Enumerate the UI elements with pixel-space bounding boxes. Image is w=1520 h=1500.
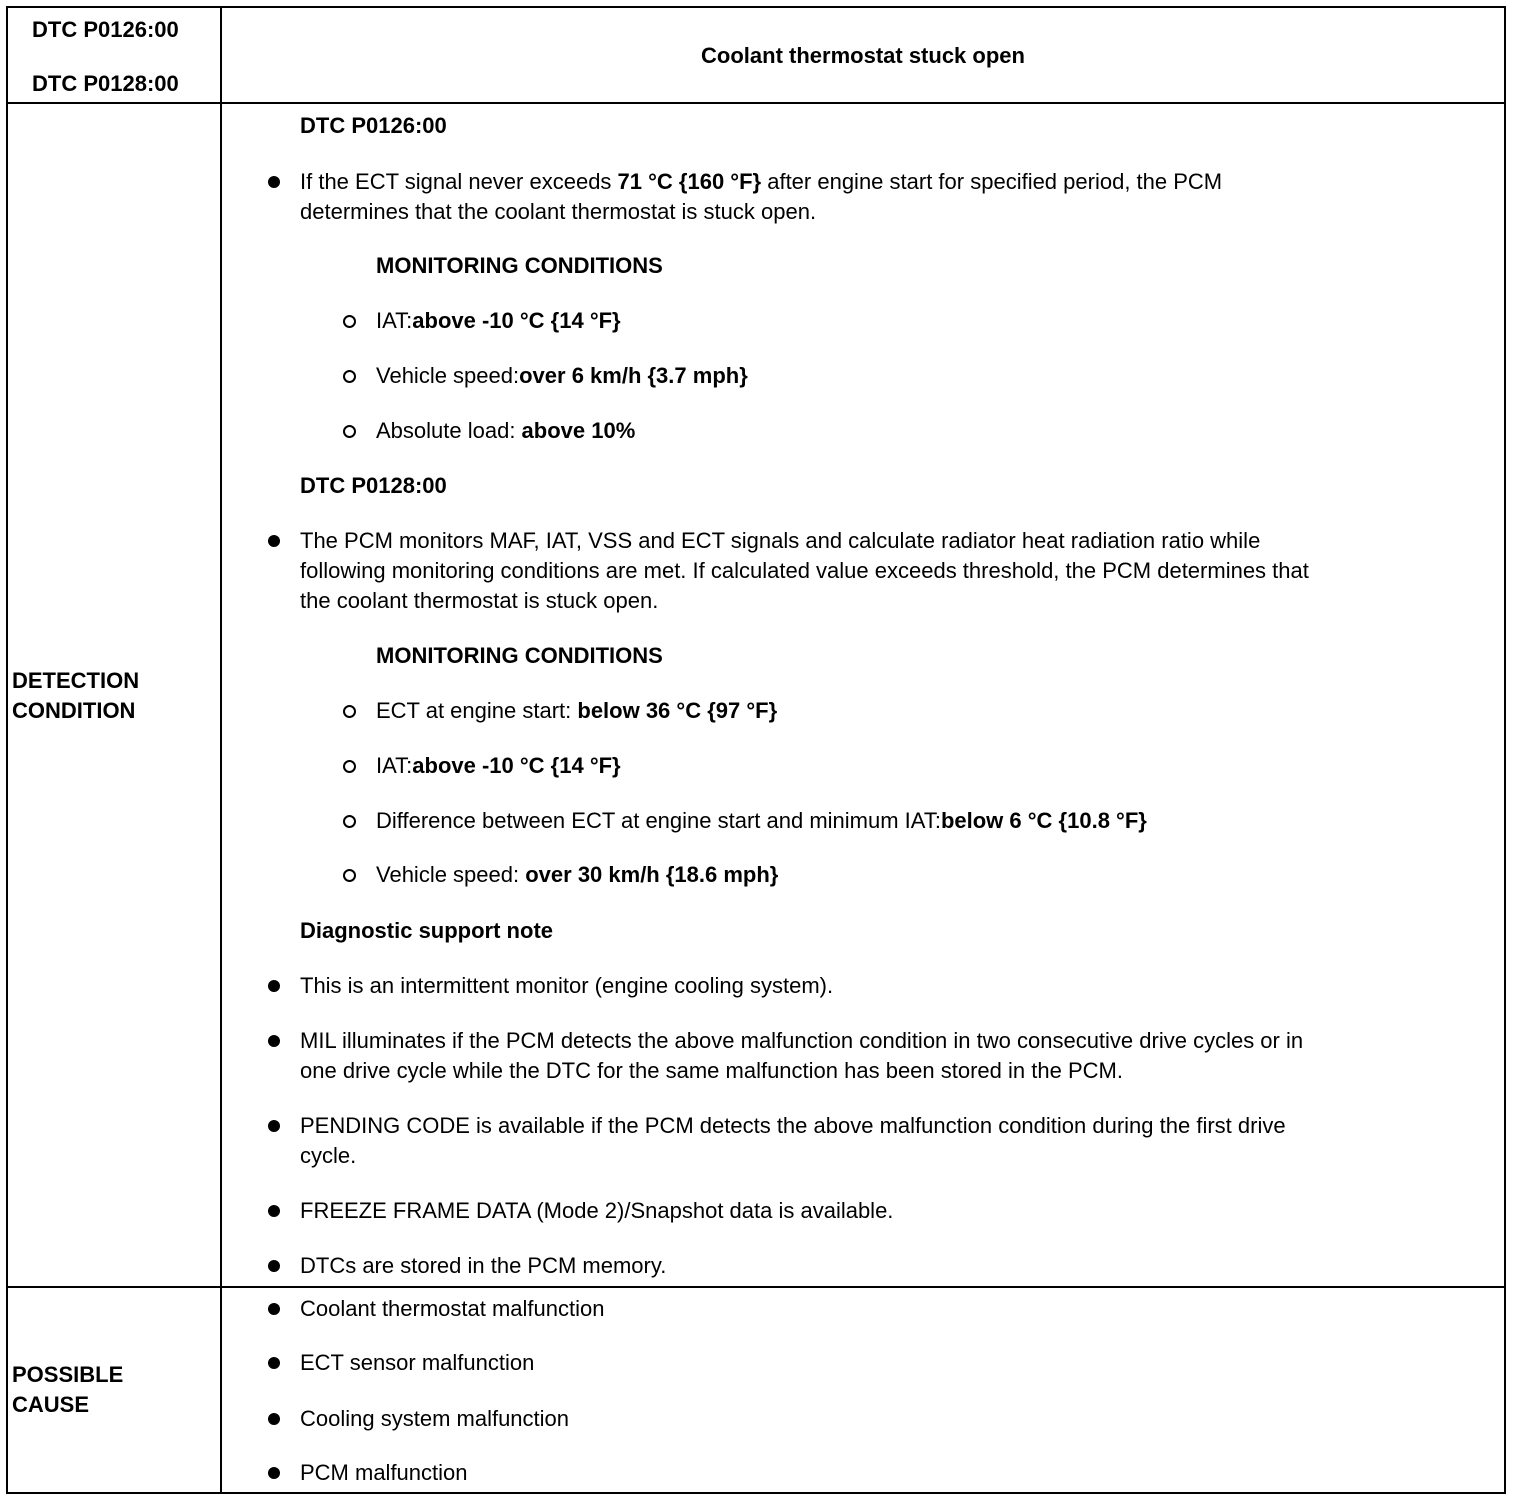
circle-bullet-icon xyxy=(343,425,356,438)
possible-cause-label-2: CAUSE xyxy=(12,1392,90,1417)
p0128-description-3: the coolant thermostat is stuck open. xyxy=(300,588,659,613)
p0128-condition-difference: Difference between ECT at engine start and minimum IAT:below 6 °C {10.8 °F} xyxy=(376,808,1147,833)
p0126-monitoring-heading: MONITORING CONDITIONS xyxy=(376,253,663,278)
p0126-description: If the ECT signal never exceeds 71 °C {160 °F} after engine start for specified period, the PCM xyxy=(300,169,1223,194)
circle-bullet-icon xyxy=(343,869,356,882)
p0128-description: The PCM monitors MAF, IAT, VSS and ECT signals and calculate radiator heat radiation ratio while xyxy=(300,528,1261,553)
support-note: This is an intermittent monitor (engine cooling system). xyxy=(300,973,834,998)
bullet-icon xyxy=(268,1120,280,1132)
support-note: PENDING CODE is available if the PCM detects the above malfunction condition during the first drive xyxy=(300,1113,1286,1138)
support-note-line: cycle. xyxy=(300,1143,357,1168)
bullet-icon xyxy=(268,1413,280,1425)
bullet-icon xyxy=(268,1035,280,1047)
cause-item: ECT sensor malfunction xyxy=(300,1350,535,1375)
bullet-icon xyxy=(268,1303,280,1315)
circle-bullet-icon xyxy=(343,760,356,773)
p0126-condition-load: Absolute load: above 10% xyxy=(376,418,636,443)
p0128-condition-speed: Vehicle speed: over 30 km/h {18.6 mph} xyxy=(376,862,779,887)
p0128-monitoring-heading: MONITORING CONDITIONS xyxy=(376,643,663,668)
p0126-heading: DTC P0126:00 xyxy=(300,113,447,138)
detection-label: DETECTION xyxy=(12,668,140,693)
bullet-icon xyxy=(268,1467,280,1479)
bullet-icon xyxy=(268,1260,280,1272)
bullet-icon xyxy=(268,535,280,547)
circle-bullet-icon xyxy=(343,315,356,328)
bullet-icon xyxy=(268,980,280,992)
support-heading: Diagnostic support note xyxy=(300,918,553,943)
p0126-condition-speed: Vehicle speed:over 6 km/h {3.7 mph} xyxy=(376,363,748,388)
cause-item: PCM malfunction xyxy=(300,1460,468,1485)
circle-bullet-icon xyxy=(343,705,356,718)
header-row-divider xyxy=(8,102,1504,104)
bullet-icon xyxy=(268,1357,280,1369)
column-divider xyxy=(220,8,222,1492)
support-note: DTCs are stored in the PCM memory. xyxy=(300,1253,667,1278)
dtc-table xyxy=(6,6,1506,1494)
possible-cause-label: POSSIBLE xyxy=(12,1362,124,1387)
page-title: Coolant thermostat stuck open xyxy=(701,43,1025,68)
detection-label-2: CONDITION xyxy=(12,698,136,723)
p0128-description-2: following monitoring conditions are met. If calculated value exceeds threshold, the PCM determines that xyxy=(300,558,1309,583)
p0128-heading: DTC P0128:00 xyxy=(300,473,447,498)
detection-row-divider xyxy=(8,1286,1504,1288)
cause-item: Coolant thermostat malfunction xyxy=(300,1296,605,1321)
dtc-code-1: DTC P0126:00 xyxy=(32,17,179,42)
cause-item: Cooling system malfunction xyxy=(300,1406,570,1431)
support-note: MIL illuminates if the PCM detects the above malfunction condition in two consecutive drive cycles or in xyxy=(300,1028,1304,1053)
support-note: FREEZE FRAME DATA (Mode 2)/Snapshot data is available. xyxy=(300,1198,894,1223)
bullet-icon xyxy=(268,1205,280,1217)
p0126-condition-iat: IAT:above -10 °C {14 °F} xyxy=(376,308,621,333)
p0128-condition-iat: IAT:above -10 °C {14 °F} xyxy=(376,753,621,778)
circle-bullet-icon xyxy=(343,370,356,383)
p0128-condition-ect: ECT at engine start: below 36 °C {97 °F} xyxy=(376,698,778,723)
p0126-description-2: determines that the coolant thermostat is stuck open. xyxy=(300,199,817,224)
bullet-icon xyxy=(268,176,280,188)
circle-bullet-icon xyxy=(343,815,356,828)
support-note-line: one drive cycle while the DTC for the same malfunction has been stored in the PCM. xyxy=(300,1058,1123,1083)
dtc-code-2: DTC P0128:00 xyxy=(32,71,179,96)
